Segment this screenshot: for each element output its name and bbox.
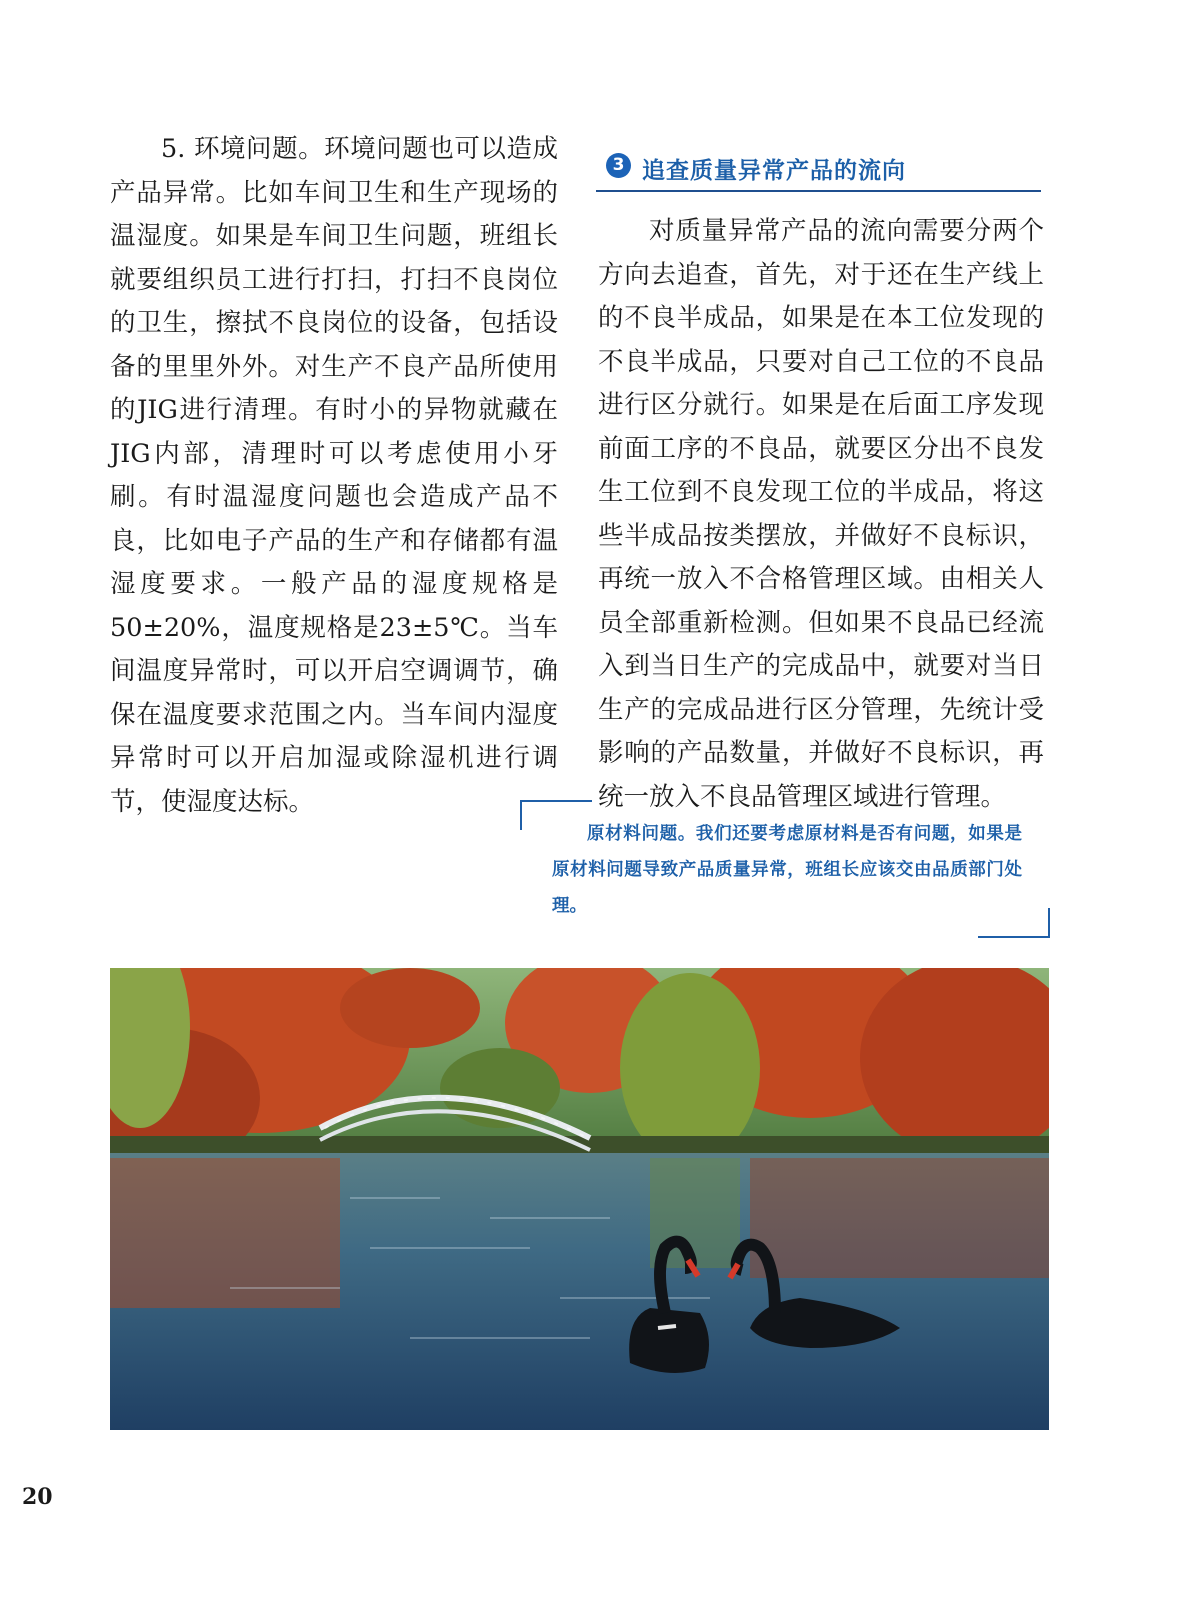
left-column: [110, 128, 558, 824]
page-number: 20: [22, 1484, 53, 1510]
note-corner-top-left-vertical: [520, 800, 522, 830]
section-heading: [596, 150, 1041, 192]
right-column: [598, 210, 1044, 819]
section-title: 追查质量异常产品的流向: [642, 158, 906, 184]
note-box: [520, 800, 1050, 938]
section-number-badge: 3: [606, 153, 631, 178]
lake-swans-photo: [110, 968, 1049, 1430]
note-text: 原材料问题。我们还要考虑原材料是否有问题，如果是原材料问题导致产品质量异常，班组长应该交由品质部门处理。: [552, 824, 1022, 916]
note-corner-bottom-right: [978, 936, 1050, 938]
tracking-paragraph: 对质量异常产品的流向需要分两个方向去追查，首先，对于还在生产线上的不良半成品，如果是在本工位发现的不良半成品，只要对自己工位的不良品进行区分就行。如果是在后面工序发现前面工序的不良品，就要区分出不良发生工位到不良发现工位的半成品，将这些半成品按类摆放，并做好不良标识，再统一放入不合格管理区域。由相关人员全部重新检测。但如果不良品已经流入到当日生产的完成品中，就要对当日生产的完成品进行区分管理，先统计受影响的产品数量，并做好不良标识，再统一放入不良品管理区域进行管理。: [598, 216, 1044, 812]
note-corner-bottom-right-vertical: [1048, 908, 1050, 938]
environment-paragraph: 5. 环境问题。环境问题也可以造成产品异常。比如车间卫生和生产现场的温湿度。如果是车间卫生问题，班组长就要组织员工进行打扫，打扫不良岗位的卫生，擦拭不良岗位的设备，包括设备的里里外外。对生产不良产品所使用的JIG进行清理。有时小的异物就藏在JIG内部，清理时可以考虑使用小牙刷。有时温湿度问题也会造成产品不良，比如电子产品的生产和存储都有温湿度要求。一般产品的湿度规格是50±20%，温度规格是23±5℃。当车间温度异常时，可以开启空调调节，确保在温度要求范围之内。当车间内湿度异常时可以开启加湿或除湿机进行调节，使湿度达标。: [110, 134, 558, 817]
note-corner-top-left: [520, 800, 592, 802]
